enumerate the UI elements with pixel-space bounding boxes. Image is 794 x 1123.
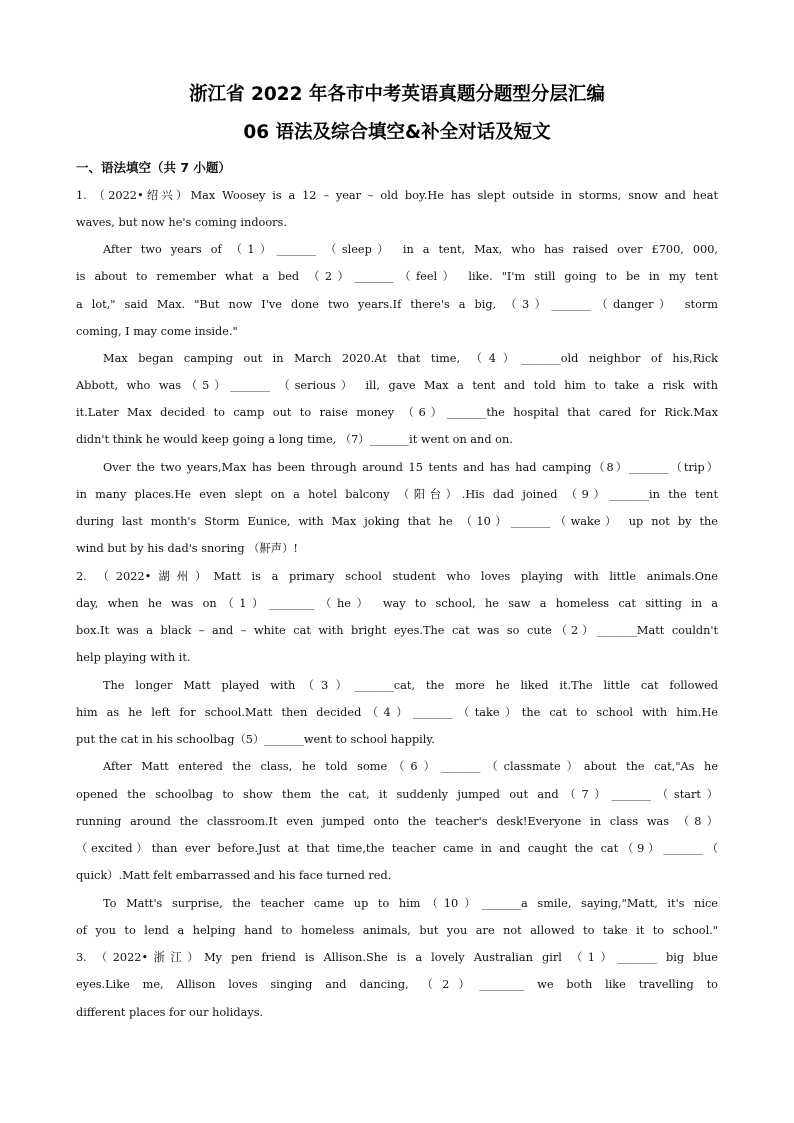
text-line: a lot," said Max. "But now I've done two years.If there's a big, （3）_______（danger） storm xyxy=(76,298,718,311)
text-line: 3. （2022•浙江）My pen friend is Allison.She is a lovely Australian girl （1）_______ big blue xyxy=(76,951,718,964)
text-line: After Matt entered the class, he told some（6）_______（classmate）about the cat,"As he xyxy=(103,760,718,773)
text-line: didn't think he would keep going a long time, （7）_______it went on and on. xyxy=(76,433,513,446)
text-line: Max began camping out in March 2020.At that time, （4）_______old neighbor of his,Rick xyxy=(103,352,718,365)
text-line: is about to remember what a bed （2）_______（feel） like. "I'm still going to be in my tent xyxy=(76,270,718,283)
text-line: put the cat in his schoolbag（5）_______went to school happily. xyxy=(76,733,435,746)
text-line: in many places.He even slept on a hotel balcony （阳台）.His dad joined （9）_______in the tent xyxy=(76,488,718,501)
text-line: （excited）than ever before.Just at that time,the teacher came in and caught the cat（9）_______（ xyxy=(76,842,718,855)
text-line: Over the two years,Max has been through around 15 tents and has had camping（8）_______（trip） xyxy=(103,461,718,474)
text-line: To Matt's surprise, the teacher came up to him（10）_______a smile, saying,"Matt, it's nice xyxy=(103,897,718,910)
text-line: The longer Matt played with（3）_______cat, the more he liked it.The little cat followed xyxy=(103,679,718,692)
section-heading: 一、语法填空（共 7 小题） xyxy=(76,160,231,175)
text-line: 1. （2022•绍兴）Max Woosey is a 12 – year – old boy.He has slept outside in storms, snow and heat xyxy=(76,189,718,202)
text-line: eyes.Like me, Allison loves singing and dancing, （2）________ we both like travelling to xyxy=(76,978,718,991)
text-line: box.It was a black – and – white cat with bright eyes.The cat was so cute（2）_______Matt couldn't xyxy=(76,624,718,637)
text-line: 2. （2022•湖州）Matt is a primary school student who loves playing with little animals.One xyxy=(76,570,718,583)
text-line: running around the classroom.It even jumped onto the teacher's desk!Everyone in class was （8） xyxy=(76,815,718,828)
text-line: coming, I may come inside." xyxy=(76,325,238,338)
text-line: day, when he was on（1）________（he） way to school, he saw a homeless cat sitting in a xyxy=(76,597,718,610)
text-line: quick）.Matt felt embarrassed and his face turned red. xyxy=(76,869,392,882)
text-line: him as he left for school.Matt then decided（4）_______（take）the cat to school with him.He xyxy=(76,706,718,719)
text-line: waves, but now he's coming indoors. xyxy=(76,216,287,229)
document-title: 浙江省 2022 年各市中考英语真题分题型分层汇编 xyxy=(189,84,605,105)
document-subtitle: 06 语法及综合填空&补全对话及短文 xyxy=(243,122,551,143)
text-line: different places for our holidays. xyxy=(76,1006,264,1019)
text-line: wind but by his dad's snoring （鼾声）! xyxy=(76,542,298,555)
text-line: After two years of （1）_______ （sleep） in a tent, Max, who has raised over £700, 000, xyxy=(103,243,718,256)
text-line: opened the schoolbag to show them the cat, it suddenly jumped out and（7）_______（start） xyxy=(76,788,718,801)
text-line: Abbott, who was（5）_______ （serious） ill, gave Max a tent and told him to take a risk with xyxy=(76,379,718,392)
text-line: help playing with it. xyxy=(76,651,191,664)
text-line: during last month's Storm Eunice, with Max joking that he （10）_______（wake） up not by the xyxy=(76,515,718,528)
text-line: it.Later Max decided to camp out to raise money （6）_______the hospital that cared for Rick.Max xyxy=(76,406,718,419)
text-line: of you to lend a helping hand to homeless animals, but you are not allowed to take it to school." xyxy=(76,924,718,937)
